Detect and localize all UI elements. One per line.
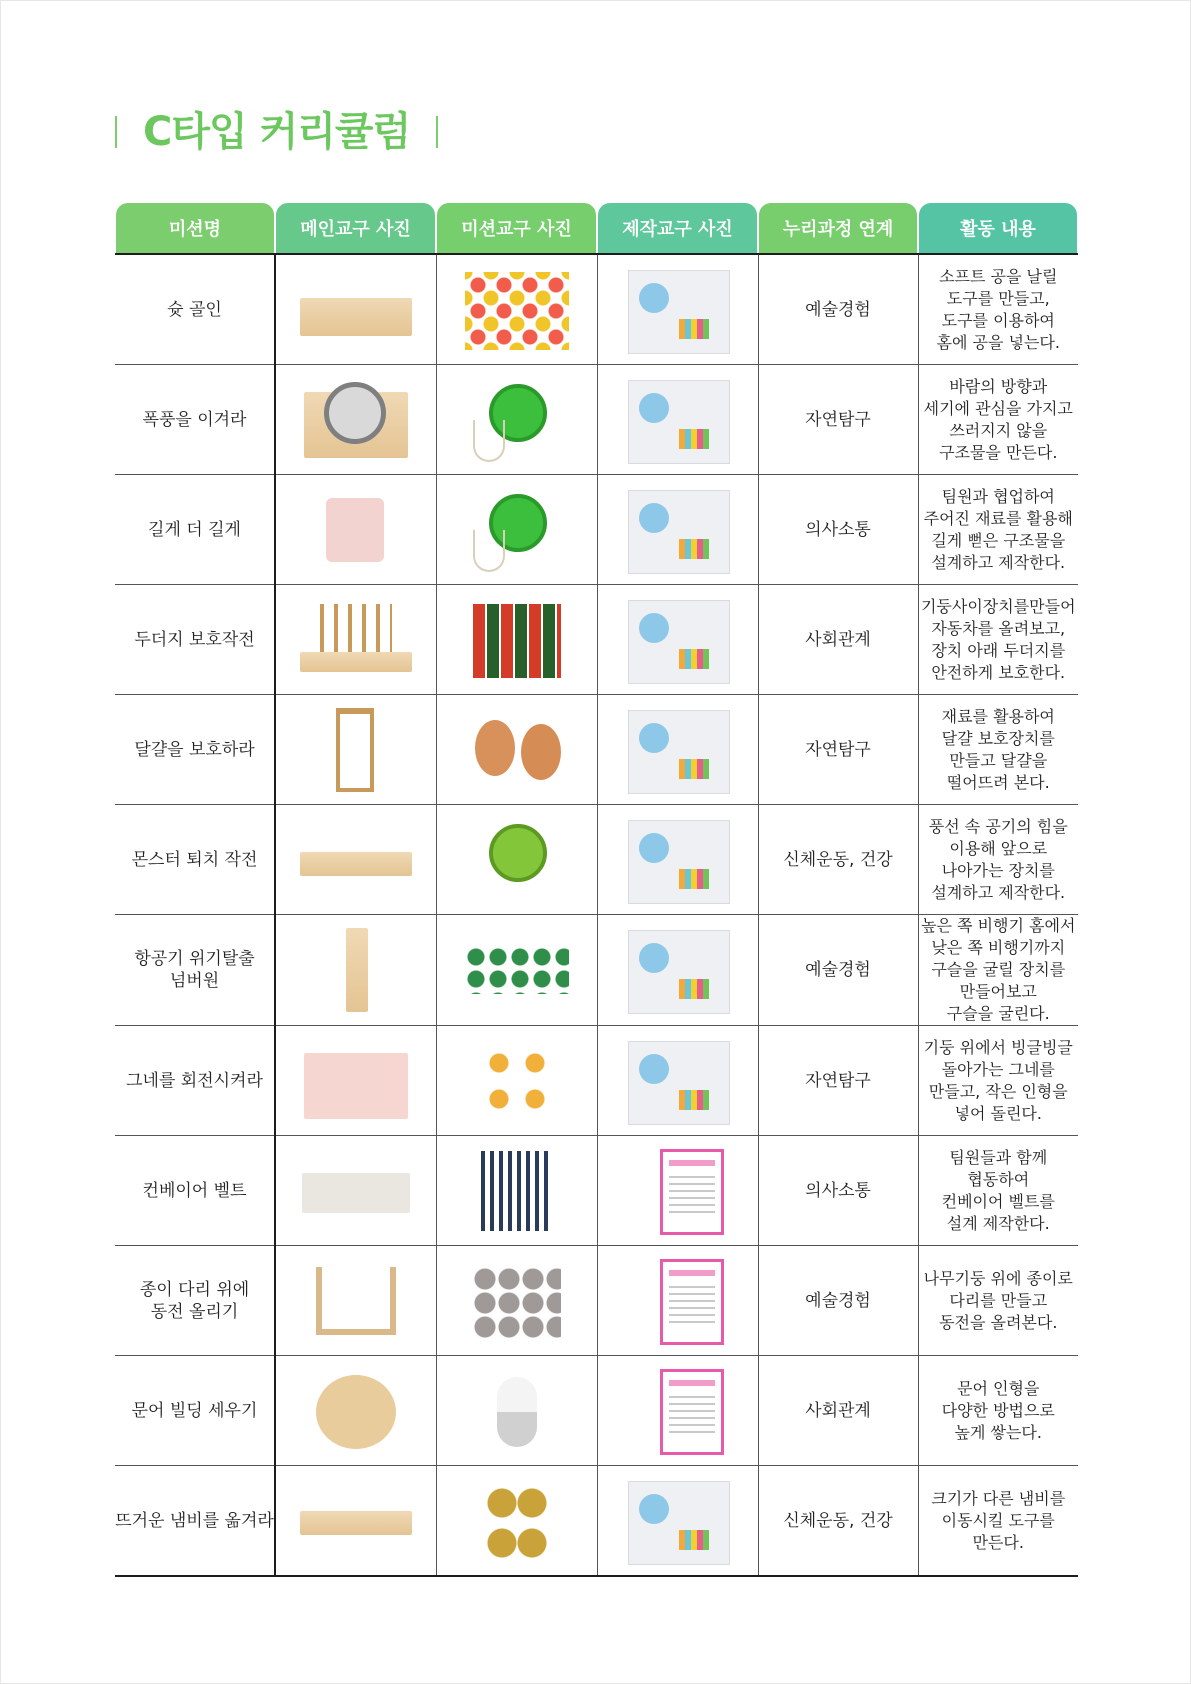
tall-wooden-frame-icon [296,706,416,794]
mission-photo-cell [436,585,597,695]
wooden-bridge-frame-icon [296,1257,416,1345]
main-photo-cell [275,365,436,475]
activity-desc: 기둥 위에서 빙글빙글 돌아가는 그네를 만들고, 작은 인형을 넣어 돌린다. [923,1037,1073,1123]
table-row [115,1136,1078,1246]
title-left-bar [115,116,117,148]
activity-cell [918,805,1078,915]
nuri-link-cell [758,805,918,915]
nuri-link: 예술경험 [805,960,871,980]
craft-materials-kit-icon [618,816,738,904]
activity-desc: 높은 쪽 비행기 홈에서 낮은 쪽 비행기까지 구슬을 굴릴 장치를 만들어보고 구슬을 굴린다. [921,916,1076,1023]
wooden-board-with-holes-icon [296,266,416,354]
mission-name: 몬스터 퇴치 작전 [131,849,258,870]
nuri-link-cell [758,365,918,475]
activity-cell [918,1026,1078,1136]
mission-name: 뜨거운 냄비를 옮겨라 [115,1510,274,1531]
worksheet-document-icon [618,1147,738,1235]
mission-name: 슛 골인 [167,299,222,320]
toy-cars-icon [457,596,577,684]
mission-name: 달걀을 보호하라 [134,739,255,760]
mission-name-cell [115,805,275,915]
activity-desc: 소프트 공을 날릴 도구를 만들고, 도구를 이용하여 홈에 공을 넣는다. [936,266,1060,352]
nuri-link-cell [758,1246,918,1356]
mission-photo-cell [436,1246,597,1356]
activity-desc: 팀원과 협업하여 주어진 재료를 활용해 길게 뻗은 구조물을 설계하고 제작한다. [923,486,1073,572]
nuri-link-cell [758,1356,918,1466]
craft-materials-kit-icon [618,486,738,574]
mission-photo-cell [436,475,597,585]
craft-materials-kit-icon [618,926,738,1014]
craft-photo-cell [597,585,758,695]
mission-name: 항공기 위기탈출 넘버원 [134,949,255,991]
eggs-icon [457,706,577,794]
header-craft-photo: 제작교구 사진 [597,203,758,254]
activity-cell [918,365,1078,475]
craft-photo-cell [597,915,758,1026]
nuri-link: 의사소통 [805,519,871,540]
header-activity: 활동 내용 [918,203,1078,254]
activity-cell [918,1246,1078,1356]
nuri-link-cell [758,695,918,805]
mission-photo-cell [436,915,597,1026]
wooden-base-with-holes-icon [296,1037,416,1125]
nuri-link: 의사소통 [805,1180,871,1201]
craft-materials-kit-icon [618,266,738,354]
activity-cell [918,915,1078,1026]
activity-cell [918,1136,1078,1246]
table-row [115,585,1078,695]
round-wooden-plate-icon [296,1367,416,1455]
craft-photo-cell [597,1026,758,1136]
activity-cell [918,1356,1078,1466]
mission-photo-cell [436,254,597,365]
mission-photo-cell [436,1136,597,1246]
mission-photo-cell [436,805,597,915]
activity-desc: 크기가 다른 냄비를 이동시킬 도구를 만든다. [931,1488,1066,1552]
header-mission-photo: 미션교구 사진 [436,203,597,254]
craft-photo-cell [597,254,758,365]
table-row [115,1466,1078,1577]
craft-materials-kit-icon [618,1477,738,1565]
title-area [115,109,438,155]
nuri-link: 예술경험 [805,1290,871,1311]
nuri-link: 자연탐구 [805,739,871,760]
table-row [115,254,1078,365]
activity-desc: 재료를 활용하여 달걀 보호장치를 만들고 달걀을 떨어뜨려 본다. [941,706,1055,792]
craft-photo-cell [597,1356,758,1466]
craft-photo-cell [597,805,758,915]
mission-name: 문어 빌딩 세우기 [131,1400,258,1421]
craft-photo-cell [597,1466,758,1577]
activity-desc: 풍선 속 공기의 힘을 이용해 앞으로 나아가는 장치를 설계하고 제작한다. [928,816,1068,902]
main-photo-cell [275,475,436,585]
mission-photo-cell [436,365,597,475]
mission-name-cell [115,365,275,475]
table-row [115,1026,1078,1136]
worksheet-document-icon [618,1257,738,1345]
nuri-link-cell [758,585,918,695]
craft-materials-kit-icon [618,1037,738,1125]
main-photo-cell [275,1026,436,1136]
header-mission: 미션명 [115,203,275,254]
curriculum-table [115,203,1078,1577]
title-right-bar [436,116,438,148]
mission-name: 길게 더 길게 [148,519,241,540]
table-row [115,365,1078,475]
mission-name-cell [115,915,275,1026]
wooden-peg-board-icon [296,596,416,684]
mission-name: 컨베이어 벨트 [142,1180,247,1201]
craft-materials-kit-icon [618,376,738,464]
craft-materials-kit-icon [618,596,738,684]
felt-coins-icon [457,1257,577,1345]
mission-name-cell [115,1356,275,1466]
green-tape-measure-icon [457,376,577,464]
octopus-figure-icon [457,1367,577,1455]
table-row [115,915,1078,1026]
nuri-link: 사회관계 [805,629,871,650]
main-photo-cell [275,1356,436,1466]
craft-photo-cell [597,475,758,585]
main-photo-cell [275,915,436,1026]
mission-name: 폭풍을 이겨라 [142,409,247,430]
nuri-link-cell [758,254,918,365]
mission-name-cell [115,695,275,805]
main-photo-cell [275,1246,436,1356]
wooden-box-with-fan-icon [296,376,416,464]
nuri-link-cell [758,1466,918,1577]
mission-name-cell [115,1466,275,1577]
header-main-photo: 메인교구 사진 [275,203,436,254]
main-photo-cell [275,254,436,365]
mission-photo-cell [436,695,597,805]
wooden-pot-holder-icon [296,1477,416,1565]
mission-name: 종이 다리 위에 동전 올리기 [139,1279,250,1322]
table-row [115,1246,1078,1356]
nuri-link: 신체운동, 건강 [783,1510,893,1531]
golden-pots-icon [457,1477,577,1565]
belts-and-straws-icon [457,1147,577,1235]
striped-soft-balls-icon [457,266,577,354]
craft-photo-cell [597,695,758,805]
nuri-link-cell [758,475,918,585]
curved-wooden-stand-icon [296,486,416,574]
worksheet-document-icon [618,1367,738,1455]
activity-desc: 문어 인형을 다양한 방법으로 높게 쌓는다. [941,1378,1055,1442]
main-photo-cell [275,805,436,915]
nuri-link-cell [758,915,918,1026]
craft-photo-cell [597,1136,758,1246]
main-photo-cell [275,1136,436,1246]
mission-name-cell [115,1026,275,1136]
craft-photo-cell [597,365,758,475]
mission-name-cell [115,254,275,365]
activity-desc: 팀원들과 함께 협동하여 컨베이어 벨트를 설계 제작한다. [941,1147,1055,1233]
main-photo-cell [275,1466,436,1577]
main-photo-cell [275,695,436,805]
nuri-link: 예술경험 [805,299,871,320]
page-title: C타입 커리큘럼 [143,109,411,155]
mission-name: 그네를 회전시켜라 [126,1070,263,1091]
mission-photo-cell [436,1466,597,1577]
slanted-wooden-ramp-icon [296,926,416,1014]
activity-cell [918,585,1078,695]
table-row [115,1356,1078,1466]
nuri-link: 신체운동, 건강 [783,849,893,870]
mission-name-cell [115,475,275,585]
nuri-link: 사회관계 [805,1400,871,1421]
table-row [115,805,1078,915]
mission-photo-cell [436,1026,597,1136]
nuri-link: 자연탐구 [805,409,871,430]
wooden-conveyor-box-icon [296,1147,416,1235]
mission-name-cell [115,585,275,695]
header-nuri-link: 누리과정 연계 [758,203,918,254]
nuri-link: 자연탐구 [805,1070,871,1091]
header-row [115,203,1078,254]
activity-cell [918,254,1078,365]
long-wooden-track-icon [296,816,416,904]
green-tape-measure-icon [457,486,577,574]
main-photo-cell [275,585,436,695]
glass-marbles-icon [457,926,577,1014]
activity-cell [918,1466,1078,1577]
monster-keychain-icon [457,816,577,904]
nuri-link-cell [758,1026,918,1136]
activity-cell [918,475,1078,585]
mission-name-cell [115,1136,275,1246]
activity-desc: 기둥사이장치를만들어 자동차를 올려보고, 장치 아래 두더지를 안전하게 보호한다. [920,596,1076,682]
craft-photo-cell [597,1246,758,1356]
girl-figurines-icon [457,1037,577,1125]
craft-materials-kit-icon [618,706,738,794]
table-row [115,695,1078,805]
activity-desc: 바람의 방향과 세기에 관심을 가지고 쓰러지지 않을 구조물을 만든다. [923,376,1073,462]
activity-desc: 나무기둥 위에 종이로 다리를 만들고 동전을 올려본다. [923,1268,1073,1332]
mission-name-cell [115,1246,275,1356]
mission-name: 두더지 보호작전 [134,629,255,650]
mission-photo-cell [436,1356,597,1466]
table-row [115,475,1078,585]
nuri-link-cell [758,1136,918,1246]
activity-cell [918,695,1078,805]
